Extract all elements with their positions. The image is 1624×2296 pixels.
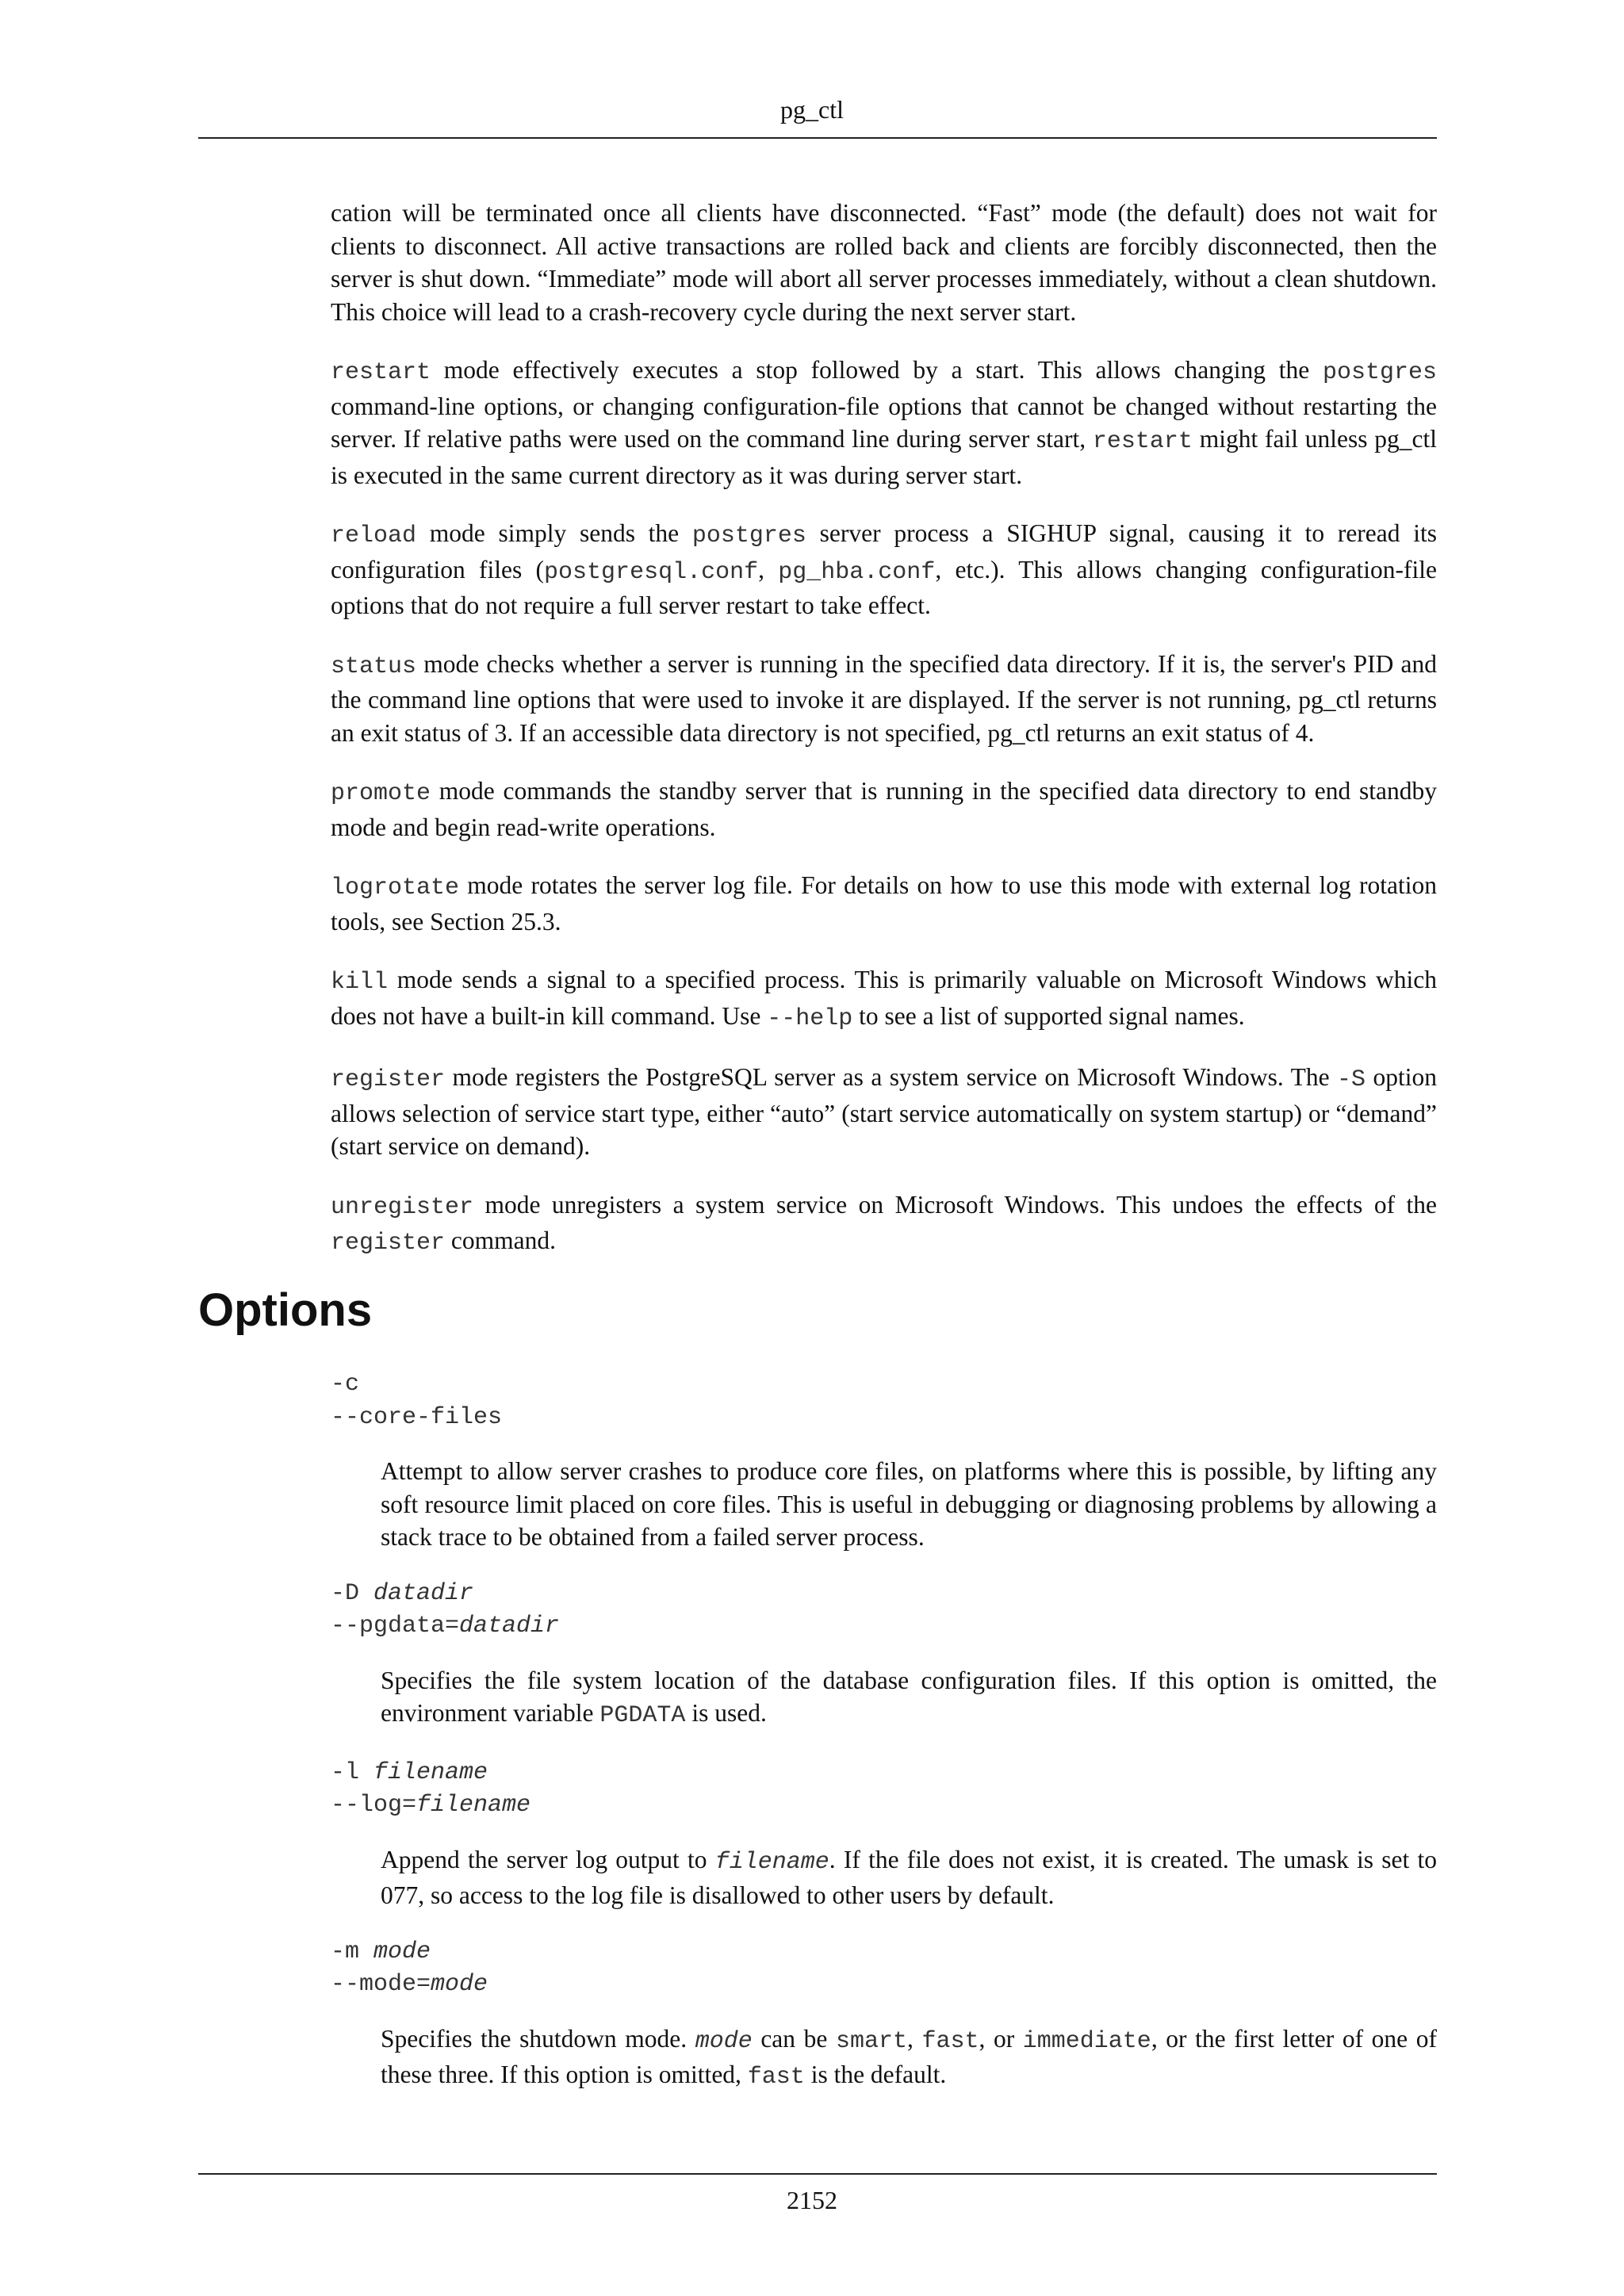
register-command: register — [331, 1066, 446, 1093]
footer-rule — [198, 2173, 1437, 2175]
desc-text-2: can be — [752, 2024, 836, 2053]
pgdata-env-var: PGDATA — [599, 1702, 686, 1729]
arg-datadir: datadir — [459, 1613, 560, 1640]
option-short-m — [331, 1936, 1437, 1969]
reload-paragraph — [331, 517, 1437, 622]
option-pgdata-description — [381, 1664, 1437, 1733]
unregister-command: unregister — [331, 1193, 474, 1221]
flag: --pgdata= — [331, 1613, 460, 1640]
logrotate-command: logrotate — [331, 874, 460, 901]
arg-filename-inline: filename — [714, 1848, 829, 1876]
help-option: --help — [767, 1004, 853, 1032]
postgres-command: postgres — [691, 522, 806, 549]
logrotate-text: mode rotates the server log file. For details on how to use this mode with external log rotation tools, see Section 25.3. — [331, 871, 1437, 936]
desc-text-3: , — [906, 2024, 922, 2053]
unregister-text-1: mode unregisters a system service on Microsoft Windows. This undoes the effects of the — [473, 1190, 1437, 1219]
mode-descriptions — [331, 197, 1437, 1286]
reload-text-4: , etc.). This allows changing configuration-file options that do not require a full server restart to take effect. — [331, 555, 1437, 619]
flag: --log= — [331, 1792, 417, 1819]
restart-paragraph — [331, 354, 1437, 492]
header-rule — [198, 137, 1437, 139]
promote-paragraph — [331, 775, 1437, 844]
desc-text-2: is used. — [685, 1699, 767, 1727]
desc-text-4: , or — [979, 2024, 1023, 2053]
kill-command: kill — [331, 969, 389, 996]
postgres-command: postgres — [1322, 359, 1437, 386]
option-short-d — [331, 1578, 1437, 1611]
value-smart: smart — [835, 2027, 907, 2055]
option-long-mode — [331, 1969, 1437, 2002]
running-header: pg_ctl — [780, 95, 844, 124]
option-log-description — [381, 1843, 1437, 1912]
shutdown-modes-paragraph: cation will be terminated once all clients have disconnected. “Fast” mode (the default) does not wait for clients to disconnect. All active transactions are rolled back and clients are forcibly disconnected, then the server is shut down. “Immediate” mode will abort all server processes immediately, without a clean shutdown. This choice will lead to a crash-recovery cycle during the next server start. — [331, 199, 1437, 326]
kill-paragraph — [331, 963, 1437, 1035]
options-heading: Options — [198, 1284, 373, 1336]
restart-command-inline: restart — [1092, 428, 1193, 455]
option-mode — [331, 1936, 1437, 2002]
desc-text-1: Specifies the file system location of the database configuration files. If this option is omitted, the environment variable — [381, 1666, 1437, 1727]
status-command: status — [331, 652, 417, 680]
desc-text-2: . If the file does not exist, it is created. The umask is set to 077, so access to the log file is disallowed to other users by default. — [381, 1845, 1438, 1909]
reload-text-3: , — [758, 555, 779, 584]
arg-mode: mode — [431, 1971, 488, 1998]
restart-text-3: might fail unless pg_ctl is executed in the same current directory as it was during server start. — [331, 425, 1438, 489]
pg-hba-conf-filename: pg_hba.conf — [778, 558, 936, 586]
unregister-text-2: command. — [445, 1226, 556, 1254]
desc-text-5: , or the first letter of one of these three. If this option is omitted, — [381, 2024, 1437, 2088]
s-option: -S — [1337, 1066, 1366, 1093]
restart-text-2: command-line options, or changing configuration-file options that cannot be changed without restarting the server. If relative paths were used on the command line during server start, — [331, 392, 1437, 453]
flag: -D — [331, 1579, 374, 1607]
option-long-core-files: --core-files — [331, 1403, 503, 1431]
arg-filename: filename — [416, 1792, 531, 1819]
flag: --mode= — [331, 1971, 431, 1998]
value-fast-default: fast — [747, 2064, 805, 2091]
flag: -l — [331, 1758, 374, 1786]
unregister-paragraph — [331, 1188, 1437, 1261]
option-short-c: -c — [331, 1371, 360, 1398]
page-number: 2152 — [787, 2186, 837, 2214]
desc-text-1: Append the server log output to — [381, 1845, 715, 1873]
option-short-l — [331, 1757, 1437, 1790]
postgresql-conf-filename: postgresql.conf — [544, 558, 759, 586]
value-immediate: immediate — [1022, 2027, 1151, 2055]
option-core-files-description: Attempt to allow server crashes to produce core files, on platforms where this is possible, by lifting any soft resource limit placed on core files. This is useful in debugging or diagnosing problems by allowing a stack trace to be obtained from a failed server process. — [381, 1457, 1437, 1551]
status-paragraph — [331, 648, 1437, 750]
kill-text-2: to see a list of supported signal names. — [852, 1001, 1245, 1030]
register-text-1: mode registers the PostgreSQL server as a system service on Microsoft Windows. The — [445, 1063, 1338, 1091]
option-mode-description — [381, 2022, 1437, 2095]
status-text: mode checks whether a server is running in the specified data directory. If it is, the server's PID and the command line options that were used to invoke it are displayed. If the server is not running, pg_ctl returns an exit status of 3. If an accessible data directory is not specified, pg_ctl returns an exit status of 4. — [331, 649, 1437, 747]
logrotate-paragraph — [331, 869, 1437, 938]
promote-command: promote — [331, 780, 431, 807]
restart-text-1: mode effectively executes a stop followed by a start. This allows changing the — [431, 356, 1323, 384]
desc-text-6: is the default. — [804, 2061, 947, 2088]
option-log — [331, 1757, 1437, 1823]
desc-text-1: Specifies the shutdown mode. — [381, 2024, 695, 2053]
kill-text-1: mode sends a signal to a specified process. This is primarily valuable on Microsoft Windows which does not have a built-in kill command. Use — [331, 966, 1437, 1030]
option-core-files — [331, 1368, 1437, 1434]
flag: -m — [331, 1938, 374, 1965]
reload-text-1: mode simply sends the — [416, 519, 692, 547]
reload-text-2: server process a SIGHUP signal, causing it to reread its configuration files ( — [331, 519, 1437, 584]
options-list — [331, 1368, 1437, 2118]
reload-command: reload — [331, 522, 417, 549]
option-long-pgdata — [331, 1610, 1437, 1644]
arg-filename: filename — [373, 1758, 488, 1786]
arg-mode-inline: mode — [695, 2027, 753, 2055]
restart-command: restart — [331, 359, 431, 386]
arg-datadir: datadir — [373, 1579, 474, 1607]
option-pgdata — [331, 1578, 1437, 1644]
register-command-inline: register — [331, 1230, 446, 1257]
promote-text: mode commands the standby server that is running in the specified data directory to end standby mode and begin read-write operations. — [331, 777, 1437, 841]
option-long-log — [331, 1789, 1437, 1823]
arg-mode: mode — [373, 1938, 431, 1965]
value-fast: fast — [921, 2027, 979, 2055]
register-paragraph — [331, 1061, 1437, 1163]
register-text-2: option allows selection of service start type, either “auto” (start service automatically on system startup) or “demand” (start service on demand). — [331, 1063, 1437, 1160]
